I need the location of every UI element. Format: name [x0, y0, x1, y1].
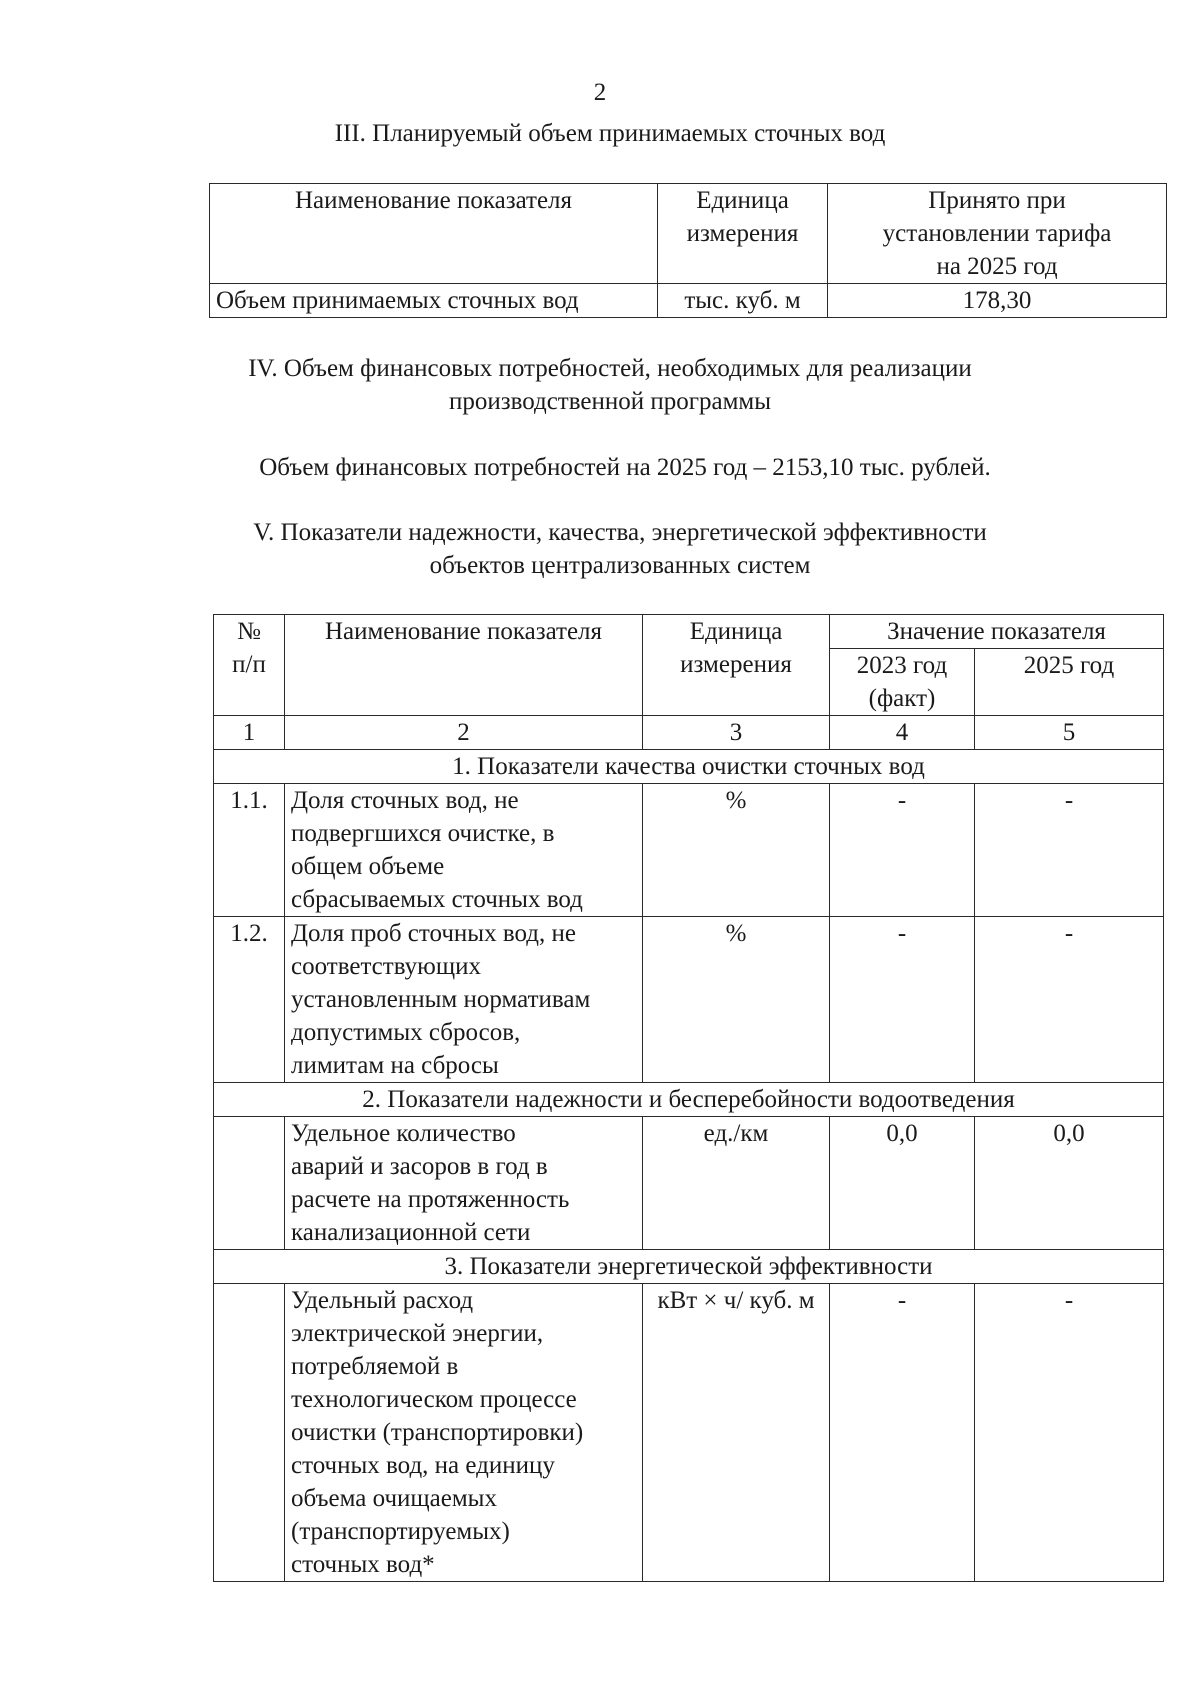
row-value-2025: -: [975, 917, 1164, 1083]
table-header-row: [214, 615, 1164, 649]
group-title-row: [214, 750, 1164, 784]
header-unit-line: измерения: [680, 651, 792, 678]
col-number: 4: [830, 716, 975, 750]
row-name-line: Доля сточных вод, не: [291, 787, 519, 814]
row-num: 1.2.: [214, 917, 285, 1083]
row-name-line: канализационной сети: [291, 1219, 531, 1246]
row-unit: %: [643, 784, 830, 917]
header-unit-line: Единица: [689, 618, 783, 645]
column-number-row: [214, 716, 1164, 750]
row-name-line: потребляемой в: [291, 1353, 459, 1380]
row-num: [214, 1117, 285, 1250]
row-name-line: сточных вод*: [291, 1551, 435, 1578]
group-title: 1. Показатели качества очистки сточных вод: [214, 750, 1164, 784]
indicators-table: [213, 614, 1164, 1582]
row-name-line: Доля проб сточных вод, не: [291, 920, 576, 947]
header-indicator-name: Наименование показателя: [210, 184, 658, 284]
col-number: 1: [214, 716, 285, 750]
row-name-line: подвергшихся очистке, в: [291, 820, 555, 847]
row-num: 1.1.: [214, 784, 285, 917]
section-4-title: [0, 352, 1200, 418]
row-unit: кВт × ч/ куб. м: [643, 1284, 830, 1582]
col-number: 3: [643, 716, 830, 750]
section-4-title-line: IV. Объем финансовых потребностей, необходимых для реализации: [248, 355, 972, 382]
page-number: 2: [593, 79, 607, 106]
table-row: [214, 917, 1164, 1083]
header-accepted: [828, 184, 1167, 284]
row-value-2023: -: [830, 917, 975, 1083]
row-name: [285, 1117, 643, 1250]
row-value: 178,30: [828, 284, 1167, 318]
header-accepted-line: Принято при: [928, 187, 1066, 214]
row-value-2023: -: [830, 784, 975, 917]
table-header-row: [210, 184, 1167, 284]
table-row: [214, 1117, 1164, 1250]
row-value-2023: -: [830, 1284, 975, 1582]
group-title-row: [214, 1083, 1164, 1117]
row-name-line: электрической энергии,: [291, 1320, 544, 1347]
header-value-group: Значение показателя: [830, 615, 1164, 649]
header-num-line: №: [237, 618, 261, 645]
row-value-2025: -: [975, 1284, 1164, 1582]
row-name-line: Удельный расход: [291, 1287, 474, 1314]
row-name-line: Удельное количество: [291, 1120, 516, 1147]
row-name: [285, 1284, 643, 1582]
row-name-line: общем объеме: [291, 853, 445, 880]
row-name-line: объема очищаемых: [291, 1485, 497, 1512]
row-value-2025: -: [975, 784, 1164, 917]
section-5-title-line: V. Показатели надежности, качества, энергетической эффективности: [253, 519, 987, 546]
header-indicator-name: Наименование показателя: [285, 615, 643, 716]
row-name-line: расчете на протяженность: [291, 1186, 570, 1213]
header-unit-line: Единица: [696, 187, 789, 214]
header-2023-line: (факт): [868, 685, 936, 712]
row-unit: тыс. куб. м: [658, 284, 828, 318]
header-unit: [643, 615, 830, 716]
table-row: [210, 284, 1167, 318]
group-title-row: [214, 1250, 1164, 1284]
group-title: 2. Показатели надежности и бесперебойности водоотведения: [214, 1083, 1164, 1117]
row-name-line: очистки (транспортировки): [291, 1419, 584, 1446]
header-accepted-line: установлении тарифа: [882, 220, 1112, 247]
row-name-line: технологическом процессе: [291, 1386, 577, 1413]
row-value-2025: 0,0: [975, 1117, 1164, 1250]
group-title: 3. Показатели энергетической эффективности: [214, 1250, 1164, 1284]
section-4-title-line: производственной программы: [448, 388, 772, 415]
planned-volume-table: [209, 183, 1167, 318]
row-name-line: установленным нормативам: [291, 986, 591, 1013]
row-num: [214, 1284, 285, 1582]
header-num-line: п/п: [232, 651, 266, 678]
header-2023: [830, 649, 975, 716]
row-name-line: (транспортируемых): [291, 1518, 510, 1545]
header-accepted-line: на 2025 год: [936, 253, 1058, 280]
section-5-title: [0, 516, 1200, 582]
row-value-2023: 0,0: [830, 1117, 975, 1250]
header-unit-line: измерения: [686, 220, 799, 247]
row-name-line: соответствующих: [291, 953, 481, 980]
financial-needs-text: Объем финансовых потребностей на 2025 год – 2153,10 тыс. рублей.: [259, 454, 991, 481]
header-2023-line: 2023 год: [856, 652, 948, 679]
header-2025: 2025 год: [975, 649, 1164, 716]
table-row: [214, 1284, 1164, 1582]
row-name: [285, 917, 643, 1083]
row-name: Объем принимаемых сточных вод: [210, 284, 658, 318]
section-5-title-line: объектов централизованных систем: [429, 552, 811, 579]
col-number: 5: [975, 716, 1164, 750]
header-num: [214, 615, 285, 716]
row-name-line: допустимых сбросов,: [291, 1019, 521, 1046]
row-name-line: аварий и засоров в год в: [291, 1153, 548, 1180]
col-number: 2: [285, 716, 643, 750]
row-name-line: лимитам на сбросы: [291, 1052, 499, 1079]
row-unit: %: [643, 917, 830, 1083]
row-name-line: сбрасываемых сточных вод: [291, 886, 583, 913]
row-name-line: сточных вод, на единицу: [291, 1452, 555, 1479]
row-name: [285, 784, 643, 917]
header-unit: [658, 184, 828, 284]
table-row: [214, 784, 1164, 917]
row-unit: ед./км: [643, 1117, 830, 1250]
section-3-title: III. Планируемый объем принимаемых сточных вод: [334, 120, 886, 147]
